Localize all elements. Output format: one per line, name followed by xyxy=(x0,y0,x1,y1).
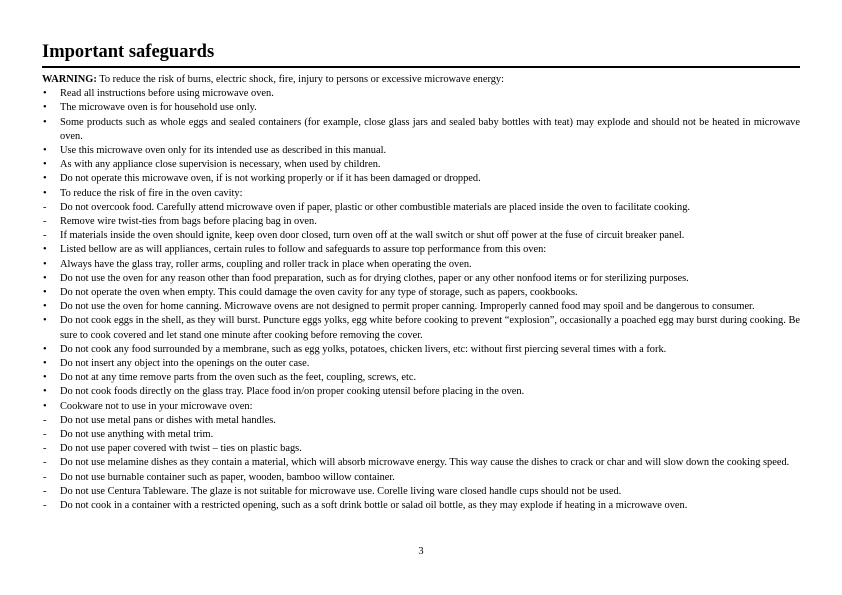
list-item-text: Do not use melamine dishes as they contain a material, which will absorb microwave energy. This way cause the dishes to crack or char and will slow down the cooking speed. xyxy=(60,457,790,469)
bullet-marker: • xyxy=(43,244,47,256)
list-item xyxy=(42,471,800,485)
list-item xyxy=(42,428,800,442)
bullet-marker: • xyxy=(43,343,47,355)
bullet-marker: • xyxy=(43,287,47,299)
list-item-text: If materials inside the oven should ignite, keep oven door closed, turn oven off at the wall switch or shut off power at the fuse of circuit breaker panel. xyxy=(60,230,685,242)
list-item xyxy=(42,485,800,499)
list-item-text: Read all instructions before using microwave oven. xyxy=(60,88,274,100)
list-item xyxy=(42,243,800,257)
list-item xyxy=(42,343,800,357)
bullet-marker: • xyxy=(43,145,47,157)
list-item xyxy=(42,371,800,385)
list-item-text: Do not use paper covered with twist – ties on plastic bags. xyxy=(60,443,302,455)
bullet-marker: • xyxy=(43,258,47,270)
list-item-text: Listed bellow are as will appliances, certain rules to follow and safeguards to assure top performance from this oven: xyxy=(60,244,547,256)
list-item-text: Do not operate this microwave oven, if is not working properly or if it has been damaged or dropped. xyxy=(60,173,481,185)
bullet-marker: • xyxy=(43,386,47,398)
list-item-text: The microwave oven is for household use only. xyxy=(60,102,257,114)
list-item-text: Some products such as whole eggs and sealed containers (for example, close glass jars and sealed baby bottles with teat) may explode and should not be heated in microwave oven. xyxy=(60,116,800,142)
bullet-marker: • xyxy=(43,116,47,128)
bullet-marker: • xyxy=(43,159,47,171)
list-item xyxy=(42,215,800,229)
list-item-text: To reduce the risk of fire in the oven cavity: xyxy=(60,187,243,199)
list-item xyxy=(42,87,800,101)
list-item xyxy=(42,258,800,272)
list-item xyxy=(42,101,800,115)
list-item-text: Use this microwave oven only for its intended use as described in this manual. xyxy=(60,145,387,157)
bullet-marker: • xyxy=(43,187,47,199)
warning-label: WARNING: xyxy=(42,74,97,85)
dash-marker: - xyxy=(43,414,47,426)
dash-marker: - xyxy=(43,500,47,512)
bullet-marker: • xyxy=(43,358,47,370)
list-item-text: Do not operate the oven when empty. This could damage the oven cavity for any type of storage, such as papers, cookbooks. xyxy=(60,287,578,299)
warning-text: To reduce the risk of burns, electric shock, fire, injury to persons or excessive microwave energy: xyxy=(96,74,505,85)
dash-marker: - xyxy=(43,429,47,441)
list-item xyxy=(42,172,800,186)
list-item xyxy=(42,286,800,300)
bullet-marker: • xyxy=(43,88,47,100)
list-item-text: Do not use the oven for home canning. Microwave ovens are not designed to permit proper canning. Improperly canned food may spoil and be dangerous to consumer. xyxy=(60,301,755,313)
bullet-marker: • xyxy=(43,301,47,313)
list-item xyxy=(42,116,800,144)
list-item xyxy=(42,442,800,456)
list-item-text: Remove wire twist-ties from bags before placing bag in oven. xyxy=(60,216,317,228)
bullet-marker: • xyxy=(43,173,47,185)
list-item-text: Do not cook foods directly on the glass tray. Place food in/on proper cooking utensil before placing in the oven. xyxy=(60,386,525,398)
bullet-marker: • xyxy=(43,315,47,327)
bullet-marker: • xyxy=(43,400,47,412)
warning-paragraph xyxy=(42,73,800,87)
list-item xyxy=(42,229,800,243)
bullet-marker: • xyxy=(43,102,47,114)
list-item-text: Do not use metal pans or dishes with metal handles. xyxy=(60,414,276,426)
list-item-text: Do not use Centura Tableware. The glaze is not suitable for microwave use. Corelle living ware closed handle cups should not be used. xyxy=(60,485,622,497)
list-item-text: Do not at any time remove parts from the oven such as the feet, coupling, screws, etc. xyxy=(60,372,417,384)
list-item-text: Do not cook in a container with a restricted opening, such as a soft drink bottle or salad oil bottle, as they may explode if heating in a microwave oven. xyxy=(60,500,688,512)
document-page xyxy=(42,40,800,513)
list-item xyxy=(42,400,800,414)
dash-marker: - xyxy=(43,485,47,497)
list-item-text: Do not cook any food surrounded by a membrane, such as egg yolks, potatoes, chicken livers, etc: without first piercing several times with a fork. xyxy=(60,343,667,355)
dash-marker: - xyxy=(43,471,47,483)
list-item xyxy=(42,357,800,371)
dash-marker: - xyxy=(43,216,47,228)
list-item-text: Do not use the oven for any reason other than food preparation, such as for drying clothes, paper or any other nonfood items or for sterilizing purposes. xyxy=(60,272,689,284)
list-item-text: Cookware not to use in your microwave oven: xyxy=(60,400,253,412)
list-item xyxy=(42,158,800,172)
list-item xyxy=(42,201,800,215)
list-item-text: As with any appliance close supervision is necessary, when used by children. xyxy=(60,159,381,171)
list-item xyxy=(42,385,800,399)
dash-marker: - xyxy=(43,443,47,455)
dash-marker: - xyxy=(43,201,47,213)
list-item-text: Do not use burnable container such as paper, wooden, bamboo willow container. xyxy=(60,471,395,483)
list-item-text: Do not cook eggs in the shell, as they will burst. Puncture eggs yolks, egg white before cooking to prevent “explosion”, occasionally a poached egg may burst during cooking. Be sure to cook covered and let stand one minute after cooking before removing the cover. xyxy=(60,315,800,341)
list-item-text: Do not use anything with metal trim. xyxy=(60,429,214,441)
bullet-marker: • xyxy=(43,272,47,284)
list-item-text: Always have the glass tray, roller arms, coupling and roller track in place when operating the oven. xyxy=(60,258,472,270)
list-item xyxy=(42,414,800,428)
list-item xyxy=(42,499,800,513)
list-item xyxy=(42,314,800,342)
list-item-text: Do not overcook food. Carefully attend microwave oven if paper, plastic or other combustible materials are placed inside the oven to facilitate cooking. xyxy=(60,201,691,213)
dash-marker: - xyxy=(43,230,47,242)
list-item xyxy=(42,144,800,158)
list-item xyxy=(42,300,800,314)
dash-marker: - xyxy=(43,457,47,469)
safeguard-list xyxy=(42,87,800,513)
bullet-marker: • xyxy=(43,372,47,384)
page-title: Important safeguards xyxy=(42,40,800,68)
list-item xyxy=(42,456,800,470)
page-number: 3 xyxy=(418,546,424,557)
list-item xyxy=(42,272,800,286)
list-item xyxy=(42,187,800,201)
list-item-text: Do not insert any object into the openings on the outer case. xyxy=(60,358,310,370)
